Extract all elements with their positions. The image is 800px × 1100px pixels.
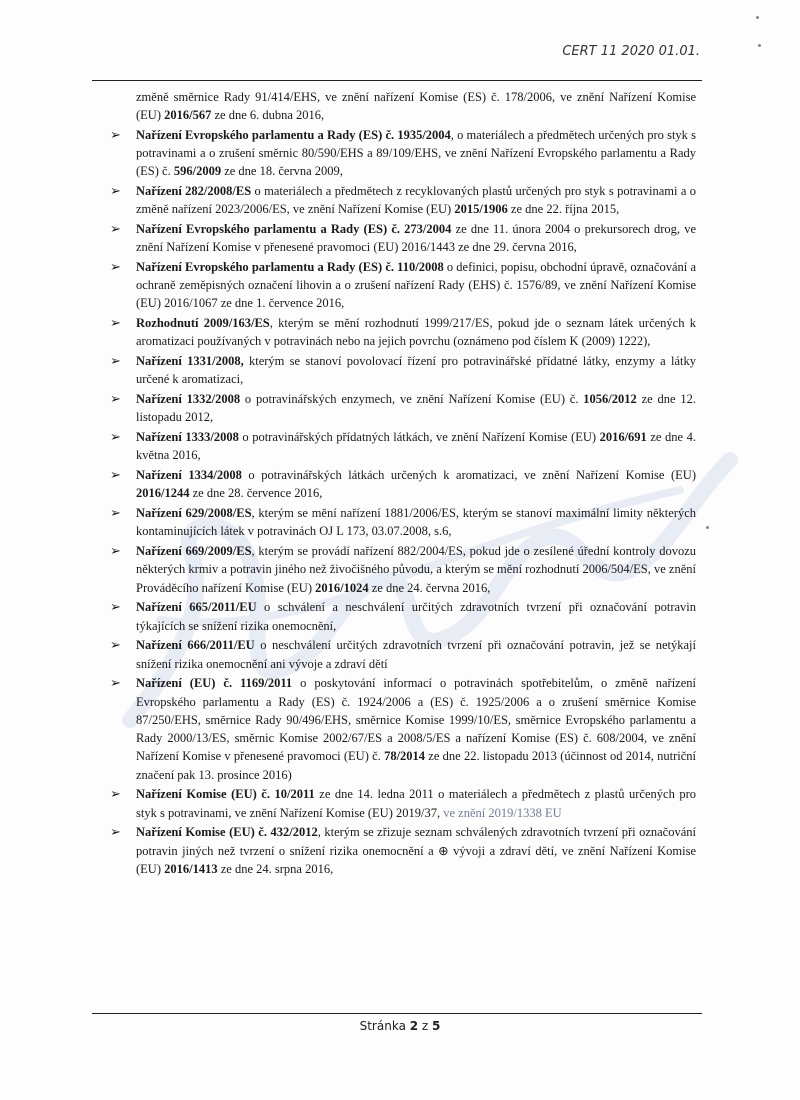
- regulation-item: [110, 182, 696, 219]
- regulation-reference: 2016/1244: [136, 486, 190, 501]
- regulation-item: [110, 220, 696, 257]
- regulation-reference: Nařízení Komise (EU) č. 432/2012: [136, 825, 318, 840]
- scan-speck: [758, 44, 761, 47]
- header-divider: [92, 80, 702, 81]
- continuation-paragraph: [110, 88, 696, 125]
- arrow-bullet-icon: ➢: [110, 182, 121, 198]
- regulation-text: o potravinářských látkách určených k aromatizaci, ve znění Nařízení Komise (EU): [241, 468, 696, 483]
- scan-speck: [706, 526, 709, 529]
- regulation-item: [110, 314, 696, 351]
- regulation-item: [110, 823, 696, 878]
- regulation-text: ze dne 22. listopadu 2013 (účinnost od 2014, nutriční značení pak 13. prosince 2016): [136, 749, 696, 782]
- regulation-reference: Rozhodnutí 2009/163/ES: [136, 316, 270, 331]
- regulation-reference: Nařízení (EU) č. 1169/2011: [136, 676, 293, 691]
- regulation-reference: 1056/2012: [583, 392, 637, 407]
- regulation-reference: 2016/1413: [164, 862, 218, 877]
- regulation-text: změně směrnice Rady 91/414/EHS, ve znění nařízení Komise (ES) č. 178/2006, ve znění Nařízení Komise (EU): [136, 90, 696, 123]
- regulation-text: o schválení a neschválení určitých zdravotních tvrzení při označování potravin týkajících se snížení rizika onemocnění,: [136, 600, 696, 633]
- current-page: 2: [409, 1019, 419, 1033]
- regulation-text: , o materiálech a předmětech určených pro styk s potravinami a o zrušení směrnic 80/590/EHS a 89/109/EHS, ve znění Nařízení Evropského parlamentu a Rady (ES) č.: [136, 127, 696, 179]
- arrow-bullet-icon: ➢: [110, 786, 121, 802]
- regulation-text: , kterým se zřizuje seznam schválených zdravotních tvrzení při označování potravin jiných než tvrzení o snížení rizika onemocnění a ⊕ vývoji a zdraví dětí, ve znění Nařízení Komise (EU): [136, 825, 696, 877]
- regulation-text: ze dne 28. července 2016,: [189, 486, 323, 501]
- regulation-text: ze dne 12. listopadu 2012,: [136, 392, 696, 425]
- regulation-text: o potravinářských přídatných látkách, ve znění Nařízení Komise (EU): [238, 430, 600, 445]
- arrow-bullet-icon: ➢: [110, 391, 121, 407]
- regulation-reference: Nařízení 1332/2008: [136, 392, 241, 407]
- regulation-item: [110, 636, 696, 673]
- regulation-text: ze dne 4. května 2016,: [136, 430, 696, 463]
- regulation-item: [110, 598, 696, 635]
- regulation-item: [110, 258, 696, 313]
- regulation-text: ze dne 14. ledna 2011 o materiálech a předmětech z plastů určených pro styk s potravinami, ve znění Nařízení Komise (EU) 2019/37,: [136, 787, 696, 820]
- regulation-reference: Nařízení 666/2011/EU: [136, 638, 255, 653]
- regulation-text: , kterým se mění rozhodnutí 1999/217/ES, pokud jde o seznam látek určených k aromatizaci používaných v potravinách nebo na jejich povrchu (oznámeno pod číslem K (2009) 1222),: [136, 316, 696, 349]
- arrow-bullet-icon: ➢: [110, 258, 121, 274]
- regulation-reference: Nařízení 669/2009/ES: [136, 544, 252, 559]
- arrow-bullet-icon: ➢: [110, 353, 121, 369]
- arrow-bullet-icon: ➢: [110, 824, 121, 840]
- regulation-reference: 596/2009: [173, 164, 222, 179]
- scan-speck: [756, 16, 759, 19]
- arrow-bullet-icon: ➢: [110, 126, 121, 142]
- arrow-bullet-icon: ➢: [110, 599, 121, 615]
- regulation-text: ze dne 22. října 2015,: [507, 202, 620, 217]
- page-label: Stránka: [359, 1019, 410, 1033]
- regulation-list: [110, 88, 696, 880]
- arrow-bullet-icon: ➢: [110, 675, 121, 691]
- regulation-reference: Nařízení 665/2011/EU: [136, 600, 257, 615]
- regulation-text: , kterým se provádí nařízení 882/2004/ES, pokud jde o zesílené úřední kontroly dovozu některých krmiv a potravin jiného než živočišného původu, a kterým se mění rozhodnutí 2006/504/ES, ve znění Prováděcího nařízení Komise (EU): [136, 544, 697, 595]
- footer-divider: [92, 1013, 702, 1014]
- page-number: [0, 1019, 800, 1033]
- regulation-reference: Nařízení Evropského parlamentu a Rady (ES) č. 110/2008: [136, 259, 444, 274]
- regulation-reference: Nařízení 1331/2008,: [136, 354, 244, 369]
- regulation-reference: Nařízení 629/2008/ES: [136, 506, 252, 521]
- regulation-item: [110, 352, 696, 389]
- regulation-text: o definici, popisu, obchodní úpravě, označování a ochraně zeměpisných označení lihovin a o zrušení nařízení Rady (EHS) č. 1576/89, ve znění Nařízení Komise (EU) 2016/1067 ze dne 1. července 2016,: [136, 259, 696, 311]
- regulation-item: [110, 390, 696, 427]
- regulation-item: [110, 428, 696, 465]
- page-of: z: [418, 1019, 433, 1033]
- arrow-bullet-icon: ➢: [110, 543, 121, 559]
- regulation-reference: 2016/691: [599, 430, 647, 445]
- arrow-bullet-icon: ➢: [110, 467, 121, 483]
- arrow-bullet-icon: ➢: [110, 429, 121, 445]
- regulation-text: o neschválení určitých zdravotních tvrzení při označování potravin, jež se netýkají snížení rizika onemocnění ani vývoje a zdraví dětí: [136, 638, 696, 671]
- regulation-reference: 78/2014: [384, 749, 426, 764]
- regulation-reference: 2016/1024: [315, 580, 369, 595]
- regulation-reference: Nařízení Evropského parlamentu a Rady (ES) č. 1935/2004: [136, 127, 451, 142]
- arrow-bullet-icon: ➢: [110, 637, 121, 653]
- regulation-text: ze dne 11. února 2004 o prekursorech drog, ve znění Nařízení Komise v přenesené pravomoci (EU) 2016/1443 ze dne 29. června 2016,: [136, 221, 696, 255]
- regulation-text: ze dne 18. června 2009,: [221, 164, 343, 179]
- regulation-reference: Nařízení Evropského parlamentu a Rady (ES) č. 273/2004: [136, 221, 452, 236]
- regulation-text: , kterým se mění nařízení 1881/2006/ES, kterým se stanoví maximální limity některých kontaminujících látek v potravinách OJ L 173, 03.07.2008, s.6,: [136, 506, 696, 539]
- regulation-reference: Nařízení Komise (EU) č. 10/2011: [136, 787, 315, 802]
- arrow-bullet-icon: ➢: [110, 505, 121, 521]
- regulation-text: o materiálech a předmětech z recyklovaných plastů určených pro styk s potravinami a o změně nařízení 2023/2006/ES, ve znění Nařízení Komise (EU): [136, 183, 696, 217]
- regulation-text: kterým se stanoví povolovací řízení pro potravinářské přídatné látky, enzymy a látky určené k aromatizaci,: [136, 354, 696, 387]
- regulation-text: ve znění 2019/1338 EU: [443, 805, 562, 820]
- total-pages: 5: [432, 1019, 441, 1033]
- regulation-item: [110, 466, 696, 503]
- regulation-text: ze dne 24. srpna 2016,: [217, 862, 334, 877]
- regulation-text: o poskytování informací o potravinách spotřebitelům, o změně nařízení Evropského parlamentu a Rady (ES) č. 1924/2006 a (ES) č. 1925/2006 a o zrušení směrnice Komise 87/250/EHS, směrnice Rady 90/496/EHS, směrnice Komise 1999/10/ES, směrnice Evropského parlamentu a Rady 2000/13/ES, směrnic Komise 2002/67/ES a 2008/5/ES a nařízení Komise (ES) č. 608/2004, ve znění Nařízení Komise v přenesené pravomoci (EU) č.: [136, 676, 697, 764]
- regulation-text: ze dne 6. dubna 2016,: [211, 108, 325, 123]
- regulation-item: [110, 785, 696, 822]
- regulation-items: [110, 126, 696, 879]
- regulation-item: [110, 504, 696, 541]
- regulation-item: [110, 542, 696, 597]
- regulation-item: [110, 126, 696, 181]
- arrow-bullet-icon: ➢: [110, 220, 121, 236]
- regulation-reference: Nařízení 282/2008/ES: [136, 183, 252, 198]
- regulation-reference: Nařízení 1334/2008: [136, 468, 242, 483]
- regulation-text: o potravinářských enzymech, ve znění Nařízení Komise (EU) č.: [240, 392, 584, 407]
- regulation-reference: Nařízení 1333/2008: [136, 430, 239, 445]
- regulation-reference: 2016/567: [164, 108, 212, 123]
- document-code: CERT 11 2020 01.01.: [562, 44, 700, 59]
- regulation-text: ze dne 24. června 2016,: [368, 580, 491, 595]
- arrow-bullet-icon: ➢: [110, 315, 121, 331]
- regulation-reference: 2015/1906: [454, 202, 508, 217]
- regulation-item: [110, 674, 696, 784]
